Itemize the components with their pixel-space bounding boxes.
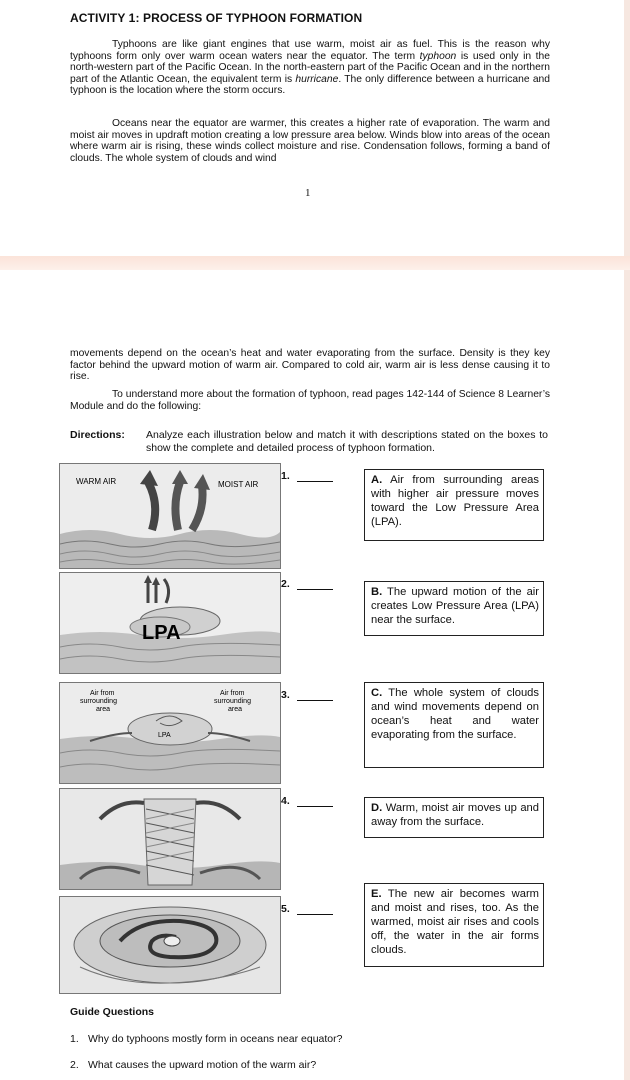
illustration-typhoon-spiral bbox=[59, 896, 281, 994]
choice-c-text: The whole system of clouds and wind movements depend on ocean’s heat and water evaporating from the surface. bbox=[371, 687, 539, 741]
term-typhoon: typhoon bbox=[419, 50, 457, 62]
choice-c-letter: C. bbox=[371, 687, 383, 699]
answer-blank-2[interactable] bbox=[297, 589, 333, 590]
answer-blank-4[interactable] bbox=[297, 806, 333, 807]
guide-question-2-text: What causes the upward motion of the warm air? bbox=[88, 1059, 317, 1071]
answer-blank-3[interactable] bbox=[297, 700, 333, 701]
guide-question-1-text: Why do typhoons mostly form in oceans near equator? bbox=[88, 1033, 343, 1045]
choice-a-text: Air from surrounding areas with higher air pressure moves toward the Low Pressure Area (LPA). bbox=[371, 474, 539, 528]
directions-text: Analyze each illustration below and match it with descriptions stated on the boxes to show the complete and detailed process of typhoon formation. bbox=[146, 429, 548, 454]
paragraph-3 bbox=[70, 348, 550, 383]
illustration-lpa bbox=[59, 572, 281, 674]
item-number-2: 2. bbox=[281, 578, 290, 590]
page-edge bbox=[624, 0, 630, 1080]
item-number-4: 4. bbox=[281, 795, 290, 807]
paragraph-4 bbox=[70, 389, 550, 412]
air-from-right-label-3: area bbox=[228, 706, 243, 713]
air-from-left-label-3: area bbox=[96, 706, 111, 713]
guide-question-1-number: 1. bbox=[70, 1033, 79, 1045]
guide-questions-title: Guide Questions bbox=[70, 1006, 155, 1018]
choice-d-text: Warm, moist air moves up and away from the surface. bbox=[371, 802, 539, 828]
choice-a bbox=[364, 469, 544, 541]
choice-e-text: The new air becomes warm and moist and rises, too. As the warmed, moist air rises and cools off, the water in the air forms clouds. bbox=[371, 888, 539, 956]
guide-question-2 bbox=[70, 1059, 316, 1071]
answer-blank-1[interactable] bbox=[297, 481, 333, 482]
activity-title: ACTIVITY 1: PROCESS OF TYPHOON FORMATION bbox=[70, 11, 363, 25]
paragraph-1-text-a: Typhoons are like giant engines that use warm, moist air as fuel. This is the reason why typhoons form only over warm ocean waters near the equator. The term bbox=[70, 39, 550, 62]
paragraph-1-text-c: . The only difference between a hurricane and typhoon is the location where the storm occurs. bbox=[70, 73, 550, 97]
directions-label: Directions: bbox=[70, 429, 125, 441]
paragraph-3-text: movements depend on the ocean’s heat and water evaporating from the surface. Density is they key factor behind the upward motion of warm air. Compared to cold air, warm air is less dense causing it to rise. bbox=[70, 348, 550, 383]
page-gap bbox=[0, 256, 630, 270]
page-1 bbox=[0, 0, 624, 256]
guide-question-1 bbox=[70, 1033, 342, 1045]
warm-air-label: WARM AIR bbox=[76, 477, 117, 486]
lpa-label: LPA bbox=[142, 622, 181, 644]
choice-b-letter: B. bbox=[371, 586, 383, 598]
choice-a-letter: A. bbox=[371, 474, 383, 486]
air-from-left-label-1: Air from bbox=[90, 690, 115, 697]
paragraph-2-text: Oceans near the equator are warmer, this creates a higher rate of evaporation. The warm and moist air moves in updraft motion creating a low pressure area below. Winds blow into areas of the ocean where warm air is rising, these winds collect moisture and rise. Condensation follows, forming a band of clouds. The whole system of clouds and wind bbox=[70, 118, 550, 164]
paragraph-2 bbox=[70, 118, 550, 164]
item-number-1: 1. bbox=[281, 470, 290, 482]
paragraph-1 bbox=[70, 39, 550, 97]
choice-c bbox=[364, 682, 544, 768]
choice-e bbox=[364, 883, 544, 967]
choice-e-letter: E. bbox=[371, 888, 382, 900]
illustration-cloud-column bbox=[59, 788, 281, 890]
air-from-right-label-1: Air from bbox=[220, 690, 245, 697]
item-number-3: 3. bbox=[281, 689, 290, 701]
guide-question-2-number: 2. bbox=[70, 1059, 79, 1071]
answer-blank-5[interactable] bbox=[297, 914, 333, 915]
lpa-small-label: LPA bbox=[158, 732, 171, 739]
term-hurricane: hurricane bbox=[295, 73, 339, 85]
air-from-left-label-2: surrounding bbox=[80, 698, 117, 705]
moist-air-label: MOIST AIR bbox=[218, 480, 259, 489]
choice-d bbox=[364, 797, 544, 838]
page-number: 1 bbox=[305, 187, 311, 199]
air-from-right-label-2: surrounding bbox=[214, 698, 251, 705]
paragraph-4-text: To understand more about the formation of typhoon, read pages 142-144 of Science 8 Learner’s Module and do the following: bbox=[70, 389, 550, 412]
paragraph-1-text-b: is used only in the north-western part of the Pacific Ocean. In the north-eastern part of the Pacific Ocean and in the northern part of the Atlantic Ocean, the equivalent term is bbox=[70, 50, 550, 85]
choice-b bbox=[364, 581, 544, 636]
illustration-surrounding-air bbox=[59, 682, 281, 784]
item-number-5: 5. bbox=[281, 903, 290, 915]
choice-d-letter: D. bbox=[371, 802, 383, 814]
choice-b-text: The upward motion of the air creates Low Pressure Area (LPA) near the surface. bbox=[371, 586, 540, 626]
illustration-warm-moist-air bbox=[59, 463, 281, 569]
